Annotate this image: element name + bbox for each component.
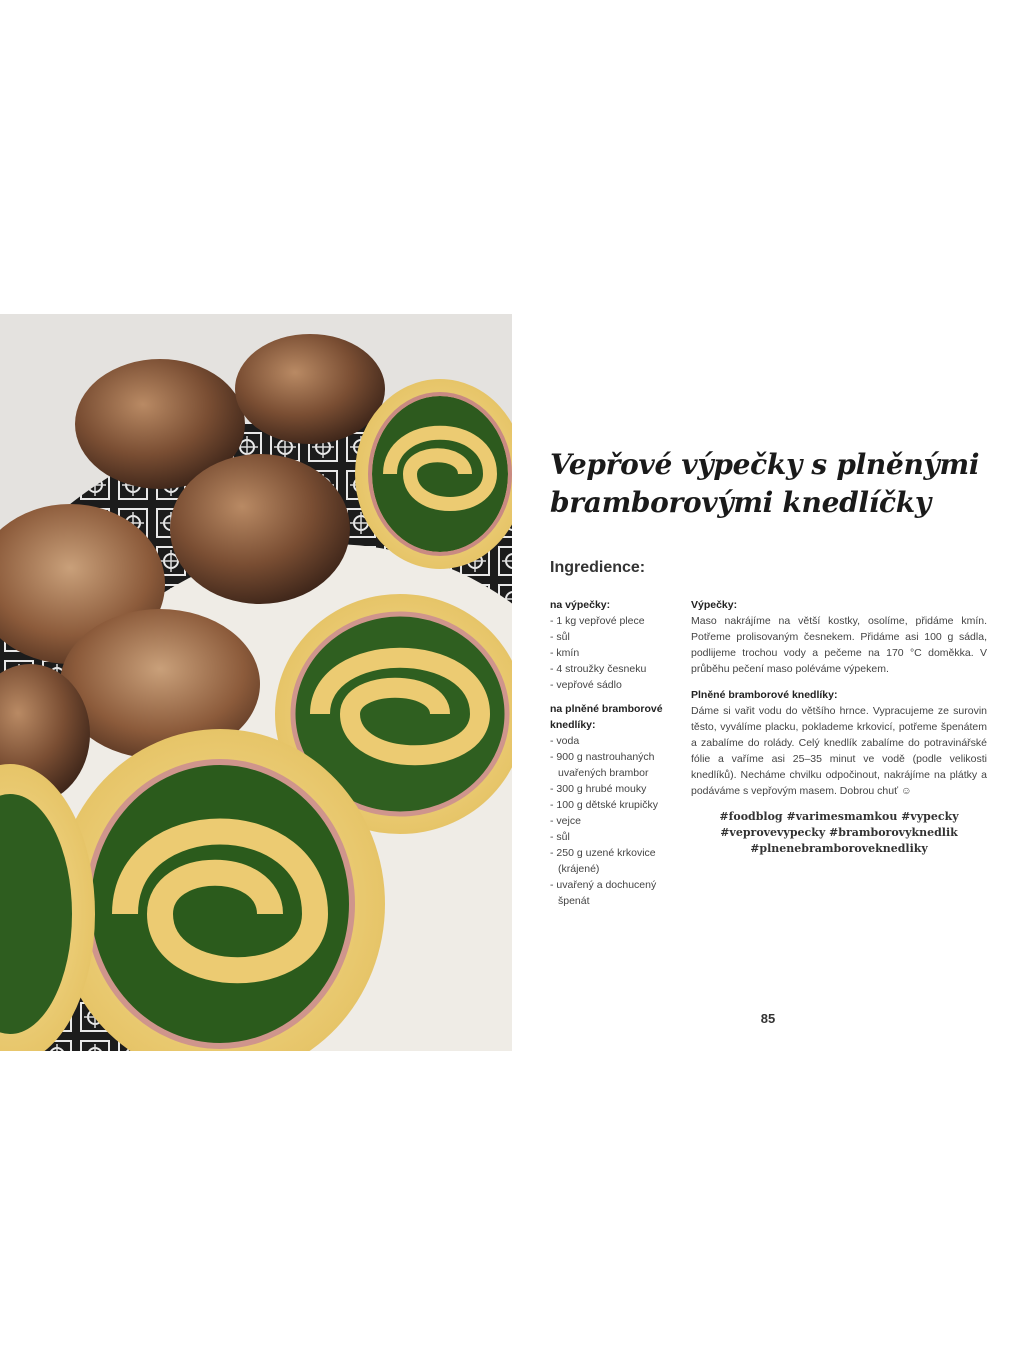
ingredient-item: - kmín: [550, 645, 680, 661]
ingredient-item: - sůl: [550, 829, 680, 845]
step-heading: Výpečky:: [691, 599, 738, 611]
page-number: 85: [760, 1011, 776, 1026]
ingredient-list: [550, 613, 680, 693]
ingredient-item: - 300 g hrubé mouky: [550, 781, 680, 797]
step-text: Dáme si vařit vodu do většího hrnce. Vypracujeme ze surovin těsto, vyválíme placku, poklademe krkovicí, potřeme špenátem a zabalíme do rolády. Celý knedlík zabalíme do potravinářské fólie a vaříme asi 25–35 minut ve vodě (podle velikosti knedlíků). Necháme chvilku odpočinout, nakrájíme na plátky a podáváme s vepřovým masem. Dobrou chuť ☺: [691, 705, 987, 797]
ingredient-item: - 1 kg vepřové plece: [550, 613, 680, 629]
ingredient-item: - 4 stroužky česneku: [550, 661, 680, 677]
ingredient-group-heading: na výpečky:: [550, 599, 611, 611]
food-photo-illustration: [0, 314, 512, 1051]
recipe-title: Vepřové výpečky s plněnými bramborovými knedlíčky: [550, 448, 980, 519]
ingredient-item: - sůl: [550, 629, 680, 645]
ingredient-item: - vejce: [550, 813, 680, 829]
hashtag-line: #plnenebramboroveknedliky: [750, 842, 928, 855]
ingredients-column: [550, 597, 680, 917]
ingredient-item: - uvařený a dochucený špenát: [550, 877, 680, 909]
ingredient-item: - 100 g dětské krupičky: [550, 797, 680, 813]
ingredient-item: - 900 g nastrouhaných uvařených brambor: [550, 749, 680, 781]
step-text: Maso nakrájíme na větší kostky, osolíme, přidáme kmín. Potřeme prolisovaným česnekem. Přidáme asi 100 g sádla, podlijeme trochou vody a pečeme na 170 °C doměkka. V průběhu pečení maso poléváme výpekem.: [691, 615, 987, 675]
ingredient-item: - 250 g uzené krkovice (krájené): [550, 845, 680, 877]
instructions-column: [691, 597, 987, 857]
ingredient-item: - vepřové sádlo: [550, 677, 680, 693]
hashtag-line: #veprovevypecky #bramborovyknedlik: [720, 826, 958, 839]
ingredients-heading: Ingredience:: [550, 559, 646, 576]
food-photo: [0, 314, 512, 1051]
hashtag-line: #foodblog #varimesmamkou #vypecky: [719, 810, 959, 823]
hashtags: [691, 809, 987, 857]
step-heading: Plněné bramborové knedlíky:: [691, 689, 838, 701]
ingredient-list: [550, 733, 680, 909]
ingredient-item: - voda: [550, 733, 680, 749]
ingredient-group-heading: na plněné bramborové knedlíky:: [550, 703, 663, 731]
